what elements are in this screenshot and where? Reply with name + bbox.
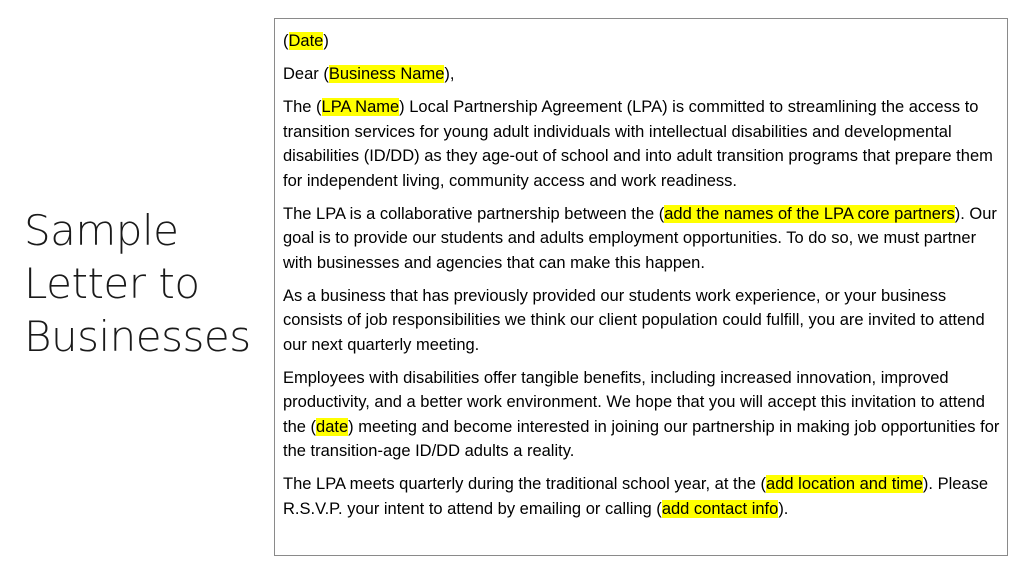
p3-text: As a business that has previously provided our students work experience, or your business consists of job responsibilities we think our client population could fulfill, you are invited to attend our next quarterly meeting. (283, 286, 985, 354)
p2-prefix: The LPA is a collaborative partnership between the ( (283, 204, 665, 223)
p5-middle: ). Please R.S.V.P. your intent to attend by emailing or calling ( (283, 475, 989, 518)
paragraph-invitation (283, 284, 1001, 358)
salutation-suffix: ), (444, 65, 455, 83)
date-line: (Date) (283, 32, 329, 50)
letter-box (274, 18, 1008, 556)
p4-text: ) meeting and become interested in joining our partnership in making job opportunities for the transition-age ID/DD adults a reality. (283, 417, 1000, 460)
salutation-prefix: Dear ( (283, 65, 329, 83)
meeting-date-placeholder: date (316, 417, 349, 436)
title-line-3: Businesses (24, 312, 251, 361)
title-line-2: Letter to (24, 259, 200, 308)
location-placeholder: add location and time (766, 475, 923, 493)
p4-prefix: Employees with disabilities offer tangible benefits, including increased innovation, improved productivity, and a better work environment. We hope that you will accept this invitation to attend the ( (283, 368, 985, 436)
date-placeholder: Date (288, 32, 324, 50)
p1-prefix: The ( (283, 98, 322, 116)
p5-suffix: ). (778, 499, 789, 518)
p2-text: ). Our goal is to provide our students and adults employment opportunities. To do so, we must partner with businesses and agencies that can make this happen. (283, 204, 997, 272)
title-line-1: Sample (24, 206, 179, 255)
paragraph-rsvp (283, 472, 1001, 521)
paragraph-partnership (283, 202, 1001, 276)
core-partners-placeholder: add the names of the LPA core partners (664, 204, 955, 223)
paragraph-intro (283, 95, 1001, 193)
paragraph-benefits (283, 366, 1001, 464)
salutation (283, 62, 1001, 87)
p5-prefix: The LPA meets quarterly during the traditional school year, at the ( (283, 475, 767, 493)
p1-text: ) Local Partnership Agreement (LPA) is committed to streamlining the access to transition services for young adult individuals with intellectual disabilities and developmental disabilities (ID/DD) as they age-out of school and into adult transition programs that prepare them for independent living, community access and work readiness. (283, 98, 993, 190)
lpa-name-placeholder: LPA Name (321, 98, 400, 116)
slide-title (24, 204, 269, 363)
business-name-placeholder: Business Name (328, 65, 445, 83)
contact-placeholder: add contact info (661, 499, 779, 518)
